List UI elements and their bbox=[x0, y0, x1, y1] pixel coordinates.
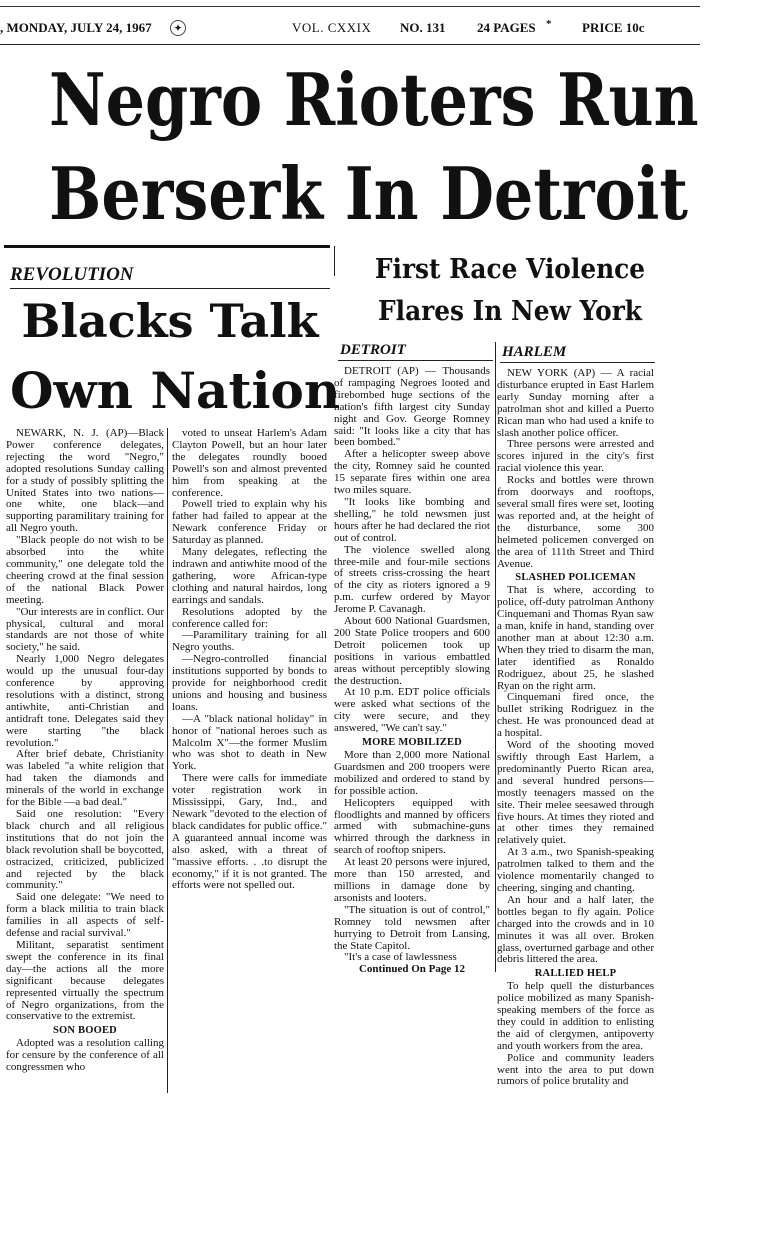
left-story-column-1 bbox=[6, 428, 164, 1074]
body-paragraph: To help quell the disturbances police mobilized as many Spanish-speaking members of the force as they could in addition to enlisting the aid of clergymen, antipoverty and youth workers from the area. bbox=[497, 980, 654, 1052]
body-paragraph: Resolutions adopted by the conference called for: bbox=[172, 605, 327, 630]
body-paragraph: About 600 National Guardsmen, 200 State Police troopers and 600 Detroit policemen took up positions in various embattled areas without perceptibly slowing the destruction. bbox=[334, 615, 490, 687]
body-paragraph: Word of the shooting moved swiftly through East Harlem, a predominantly Puerto Rican area, and several hundred persons—mostly teenagers massed on the site. Their melee seesawed through five hours. At times they rioted and at other times they remained relatively quiet. bbox=[497, 739, 654, 847]
harlem-kicker: HARLEM bbox=[502, 344, 567, 360]
section-subhead: SON BOOED bbox=[53, 1025, 117, 1037]
body-paragraph: Police and community leaders went into the area to put down rumors of police brutality and bbox=[497, 1051, 654, 1088]
masthead-bar bbox=[0, 18, 700, 40]
body-paragraph: —A "black national holiday" in honor of "national heroes such as Malcolm X"—the former Muslim who was shot to death in New York. bbox=[172, 712, 327, 773]
body-paragraph: After brief debate, Christianity was labeled "a white religion that had taken the diamonds and minerals of the world in exchange for the Bible —a bad deal." bbox=[6, 748, 164, 809]
harlem-story-column bbox=[497, 368, 654, 1088]
banner-headline-line1: Negro Rioters Run bbox=[49, 57, 699, 142]
body-paragraph: "Black people do not wish to be absorbed into the white community," one delegate told the cheering crowd at the final session of the national Black Power meeting. bbox=[6, 534, 164, 606]
column-rule bbox=[167, 428, 168, 1093]
body-paragraph: voted to unseat Harlem's Adam Clayton Powell, but an hour later the delegates roundly booed Powell's son and almost prevented him from speaking at the conference. bbox=[172, 427, 327, 499]
masthead-date: , MONDAY, JULY 24, 1967 bbox=[0, 20, 152, 35]
body-paragraph: At 10 p.m. EDT police officials were asked what sections of the city were secure, and they answered, "We can't say." bbox=[334, 686, 490, 735]
body-paragraph: An hour and a half later, the bottles began to fly again. Police charged into the crowds and in 10 minutes it was all over. Broken glass, overturned garbage and other debris littered the area. bbox=[497, 893, 654, 966]
body-paragraph: Adopted was a resolution calling for censure by the conference of all congressmen who bbox=[6, 1037, 164, 1074]
body-paragraph: —Negro-controlled financial institutions supported by bonds to provide for neighborhood credit unions and housing and business loans. bbox=[172, 653, 327, 713]
left-kicker: REVOLUTION bbox=[10, 264, 134, 285]
body-paragraph: —Paramilitary training for all Negro youths. bbox=[172, 629, 327, 654]
section-subhead: RALLIED HELP bbox=[534, 968, 617, 980]
left-story-rule bbox=[4, 245, 330, 248]
body-paragraph: That is where, according to police, off-duty patrolman Anthony Cinquemani and Thomas Ryan saw a man, knife in hand, standing over another man at about 12:30 a.m. When they tried to disarm the man, later identified as Ronaldo Rodriguez, about 25, he slashed Ryan on the right arm. bbox=[497, 584, 654, 692]
body-paragraph: More than 2,000 more National Guardsmen and 200 troopers were mobilized and ordered to stand by for possible action. bbox=[334, 749, 490, 797]
masthead-price: PRICE 10c bbox=[582, 20, 645, 35]
body-paragraph: Said one delegate: "We need to form a black militia to train black families in all aspects of self-defense and racial survival." bbox=[6, 891, 164, 940]
body-paragraph: Three persons were arrested and scores injured in the city's first racial violence this year. bbox=[497, 438, 654, 475]
body-paragraph: DETROIT (AP) — Thousands of rampaging Negroes looted and firebombed huge sections of the nation's fifth largest city Sunday night and Gov. George Romney said: "It looks like a city that has been bombed." bbox=[334, 365, 490, 449]
body-paragraph: After a helicopter sweep above the city, Romney said he counted 15 separate fires within one area two miles square. bbox=[334, 448, 490, 497]
masthead-volume: VOL. CXXIX bbox=[292, 20, 372, 35]
section-subhead: MORE MOBILIZED bbox=[362, 737, 462, 749]
body-paragraph: The violence swelled along three-mile and four-mile sections of streets criss-crossing the heart of the city as rioters ignored a 9 p.m. curfew ordered by Mayor Jerome P. Cavanagh. bbox=[334, 543, 490, 616]
body-paragraph: There were calls for immediate voter registration work in Mississippi, Gary, Ind., and Newark "devoted to the election of black candidates for public office." A guaranteed annual income was also asked, with a threat of "massive efforts. . .to disrupt the economy," if it is not granted. The efforts were not spelled out. bbox=[172, 772, 327, 892]
detroit-story-column bbox=[334, 366, 490, 976]
body-paragraph: Cinquemani fired once, the bullet striking Rodriguez in the chest. He was pronounced dead at a hospital. bbox=[497, 691, 654, 740]
body-paragraph: At 3 a.m., two Spanish-speaking patrolmen talked to them and the violence momentarily changed to cheering, singing and chanting. bbox=[497, 846, 654, 894]
body-paragraph: "The situation is out of control," Romney told newsmen after hurrying to Detroit from Lansing, the State Capitol. bbox=[334, 903, 490, 952]
story-divider bbox=[334, 246, 335, 276]
top-rule bbox=[0, 6, 700, 7]
left-headline-line2: Own Nation bbox=[10, 361, 341, 420]
body-paragraph: "It looks like bombing and shelling," he told newsmen just hours after he had declared the riot out of control. bbox=[334, 495, 490, 544]
seal-icon: ✦ bbox=[170, 20, 186, 36]
masthead-rule bbox=[0, 44, 700, 45]
banner-headline-line2: Berserk In Detroit bbox=[49, 151, 688, 236]
star-icon: * bbox=[546, 18, 552, 30]
right-headline-line2: Flares In New York bbox=[377, 296, 643, 327]
masthead-pages: 24 PAGES bbox=[477, 20, 536, 35]
body-paragraph: At least 20 persons were injured, more than 150 arrested, and millions in damage done by arsonists and looters. bbox=[334, 856, 490, 904]
body-paragraph: Said one resolution: "Every black church and all religious institutions that do not join the black revolution shall be boycotted, ostracized, criticized, publicized and rejected by the black community." bbox=[6, 808, 164, 892]
continued-line: Continued On Page 12 bbox=[358, 963, 466, 976]
body-paragraph: NEW YORK (AP) — A racial disturbance erupted in East Harlem early Sunday morning after a patrolman shot and killed a Puerto Rican man who had used a knife to slash another police officer. bbox=[497, 367, 654, 439]
body-paragraph: Many delegates, reflecting the indrawn and antiwhite mood of the gathering, wore African-type clothing and natural hairdos, long earrings and sandals. bbox=[172, 546, 327, 606]
column-rule bbox=[495, 342, 496, 972]
body-paragraph: Powell tried to explain why his father had failed to appear at the Newark conference Friday or Saturday as planned. bbox=[172, 498, 327, 547]
body-paragraph: NEWARK, N. J. (AP)—Black Power conference delegates, rejecting the word "Negro," adopted resolutions Sunday calling for a study of possibly splitting the United States into two nations—one white, one black—and supporting paramilitary training for all Negro youth. bbox=[6, 427, 164, 535]
body-paragraph: Nearly 1,000 Negro delegates would up the unusual four-day conference by approving resolutions with a distinct, strong antiwhite, anti-Christian and antidraft tone. Delegates said they were starting "the black revolution." bbox=[6, 653, 164, 749]
body-paragraph: Helicopters equipped with floodlights and manned by officers armed with submachine-guns whirred through the darkness in search of rooftop snipers. bbox=[334, 796, 490, 857]
left-story-column-2 bbox=[172, 428, 327, 892]
detroit-kicker-rule bbox=[338, 360, 493, 361]
masthead-number: NO. 131 bbox=[400, 20, 446, 35]
detroit-kicker: DETROIT bbox=[340, 342, 406, 358]
body-paragraph: Rocks and bottles were thrown from doorways and rooftops, several small fires were set, looting was reported and, at the height of the disturbance, some 300 helmeted policemen converged on the area of 111th Street and Third Avenue. bbox=[497, 474, 654, 570]
section-subhead: SLASHED POLICEMAN bbox=[515, 572, 636, 584]
left-headline-line1: Blacks Talk bbox=[21, 294, 319, 348]
body-paragraph: "It's a case of lawlessness bbox=[344, 951, 457, 964]
body-paragraph: "Our interests are in conflict. Our physical, cultural and moral standards are not those of white society," he said. bbox=[6, 605, 164, 654]
body-paragraph: Militant, separatist sentiment swept the conference in its final day—the actions all the more significant because delegates represented virtually the spectrum of Negro organizations, from the conservative to the extremist. bbox=[6, 938, 164, 1023]
left-kicker-rule bbox=[10, 288, 330, 289]
harlem-kicker-rule bbox=[500, 362, 655, 363]
right-headline-line1: First Race Violence bbox=[374, 254, 646, 285]
